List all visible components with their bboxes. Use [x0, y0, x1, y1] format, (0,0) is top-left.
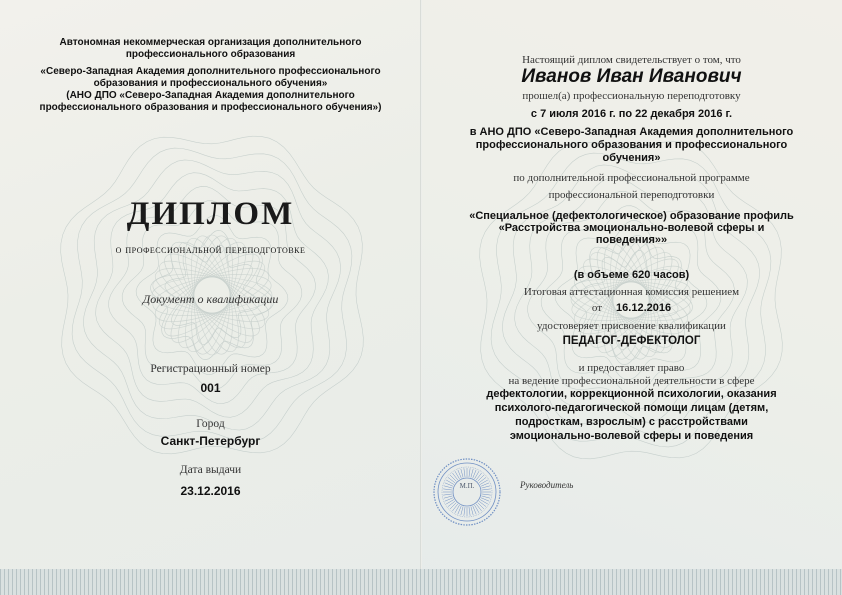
- diploma-subtitle: о профессиональной переподготовке: [115, 242, 306, 256]
- right-org-line-2: профессионального образования и профессионального: [475, 139, 788, 151]
- org-line-3: «Северо-Западная Академия дополнительного профессионального: [40, 66, 381, 77]
- activity-line-1: дефектологии, коррекционной психологии, оказания: [486, 388, 777, 400]
- page-fold: [420, 0, 422, 595]
- program-line-2: профессиональной переподготовки: [548, 189, 715, 201]
- activity-line-4: эмоционально-волевой сферы и поведения: [509, 430, 754, 442]
- commission-decision: Итоговая аттестационная комиссия решением: [523, 286, 740, 298]
- activity-line-2: психолого-педагогической помощи лицам (детям,: [494, 402, 769, 414]
- org-line-1: Автономная некоммерческая организация дополнительного: [59, 37, 362, 48]
- seal-stamp-icon: [432, 457, 502, 527]
- decision-date-label: от: [591, 302, 603, 314]
- org-line-2: профессионального образования: [125, 49, 296, 60]
- org-line-6: профессионального образования и профессионального обучения»): [39, 102, 382, 113]
- decision-date-row: [421, 302, 842, 314]
- retraining-passed: прошел(а) профессиональную переподготовку: [522, 90, 741, 102]
- registration-number: 001: [200, 381, 221, 395]
- decision-date-value: 16.12.2016: [616, 302, 672, 314]
- issue-date-value: 23.12.2016: [180, 484, 241, 498]
- city-label: Город: [196, 418, 225, 430]
- org-line-4: образования и профессионального обучения»: [93, 78, 328, 89]
- activity-intro: на ведение профессиональной деятельности в сфере: [508, 375, 755, 387]
- issue-date-label: Дата выдачи: [179, 464, 242, 476]
- program-name-2: «Расстройства эмоционально-волевой сферы и: [498, 222, 765, 234]
- right-org-line-3: обучения»: [602, 152, 661, 164]
- city-value: Санкт-Петербург: [160, 434, 261, 448]
- program-name-3: поведения»»: [595, 234, 668, 246]
- program-hours: (в объеме 620 часов): [573, 269, 690, 281]
- program-name-1: «Специальное (дефектологическое) образование профиль: [469, 210, 794, 222]
- program-line-1: по дополнительной профессиональной программе: [513, 172, 750, 184]
- seal-text: М.П.: [459, 482, 475, 490]
- grants-right: и предоставляет право: [578, 362, 685, 374]
- activity-line-3: подросткам, взрослым) с расстройствами: [515, 416, 748, 428]
- qualification-title: ПЕДАГОГ-ДЕФЕКТОЛОГ: [562, 335, 701, 347]
- registration-label: Регистрационный номер: [150, 363, 271, 375]
- head-label: Руководитель: [520, 480, 574, 490]
- org-line-5: (АНО ДПО «Северо-Западная Академия дополнительного: [66, 90, 355, 101]
- diploma-title: ДИПЛОМ: [126, 196, 295, 232]
- graduate-name: Иванов Иван Иванович: [521, 66, 742, 87]
- certifies-qualification: удостоверяет присвоение квалификации: [537, 320, 726, 332]
- bottom-security-band: [0, 569, 842, 595]
- training-period: с 7 июля 2016 г. по 22 декабря 2016 г.: [530, 108, 733, 120]
- certificate-intro: Настоящий диплом свидетельствует о том, что: [522, 54, 741, 66]
- right-org-line-1: в АНО ДПО «Северо-Западная Академия дополнительного: [469, 126, 794, 138]
- document-type: Документ о квалификации: [142, 292, 279, 306]
